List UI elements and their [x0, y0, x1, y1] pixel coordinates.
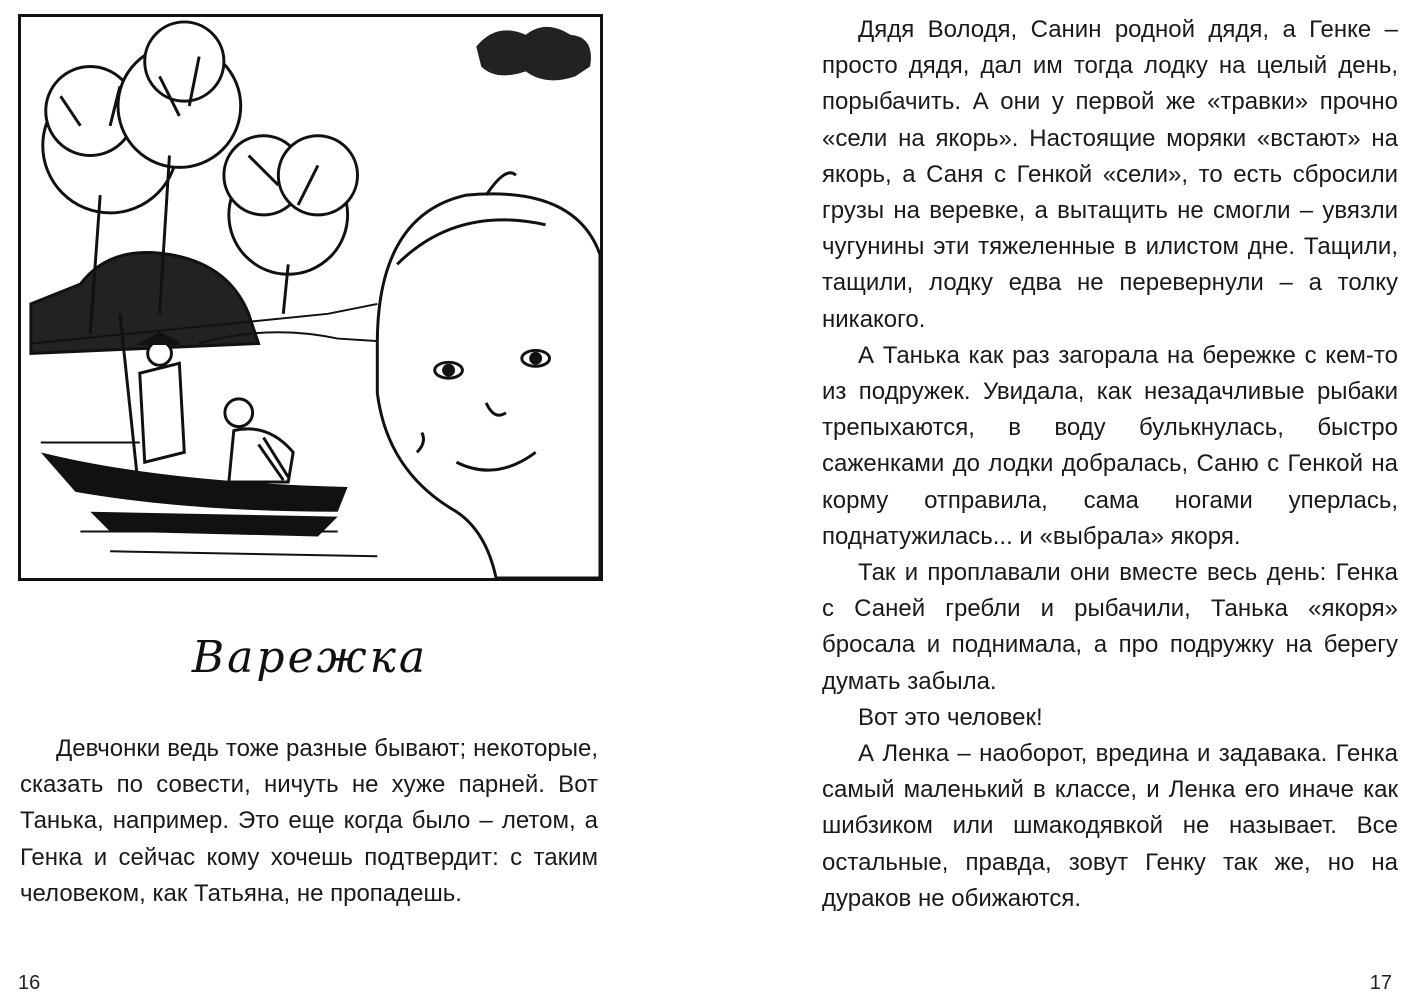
illustration-girl-and-boat [18, 14, 603, 581]
paragraph: А Ленка – наоборот, вредина и задавака. Генка самый маленький в классе, и Ленка его иначе как шибзиком или шмакодявкой не называет. Все остальные, правда, зовут Генку так же, но на дураков не обижаются. [822, 740, 1398, 912]
chapter-title: Варежка [191, 632, 429, 683]
page-number-right: 17 [1369, 972, 1392, 994]
trees-drawing [31, 22, 358, 353]
page-number-left: 16 [18, 972, 41, 994]
paragraph: Вот это человек! [858, 703, 1043, 731]
boy-sitting [225, 399, 293, 482]
ink-drawing [21, 17, 600, 578]
paragraph: Девчонки ведь тоже разные бывают; некоторые, сказать по совести, ничуть не хуже парней. Вот Танька, например. Это еще когда было – летом, а Генка и сейчас кому хочешь подтвердит: с таким человеком, как Татьяна, не пропадешь. [20, 735, 598, 907]
paragraph: Дядя Володя, Санин родной дядя, а Генке – просто дядя, дал им тогда лодку на целый день, порыбачить. А они у первой же «травки» прочно «сели на якорь». Настоящие моряки «встают» на якорь, а Саня с Генкой «сели», то есть сбросили грузы на веревке, а вытащить не смогли – увязли чугунины эти тяжеленные в илистом дне. Тащили, тащили, лодку едва не перевернули – а толку никакого. [822, 16, 1398, 333]
paragraph: Так и проплавали они вместе весь день: Генка с Саней гребли и рыбачили, Танька «якоря» бросала и поднимала, а про подружку на берегу думать забыла. [822, 559, 1398, 695]
boat-drawing [41, 452, 348, 511]
right-page-text [822, 12, 1398, 917]
paragraph: А Танька как раз загорала на бережке с кем-то из подружек. Увидала, как незадачливые рыбаки трепыхаются, в воду булькнулась, быстро саженками до лодки добралась, Саню с Генкой на корму отправила, сама ногами уперлась, поднатужилась... и «выбрала» якоря. [822, 341, 1398, 550]
girl-face-drawing [377, 173, 600, 578]
right-page [706, 0, 1412, 1004]
left-page-text [20, 731, 598, 912]
cloud-drawing [476, 27, 591, 80]
